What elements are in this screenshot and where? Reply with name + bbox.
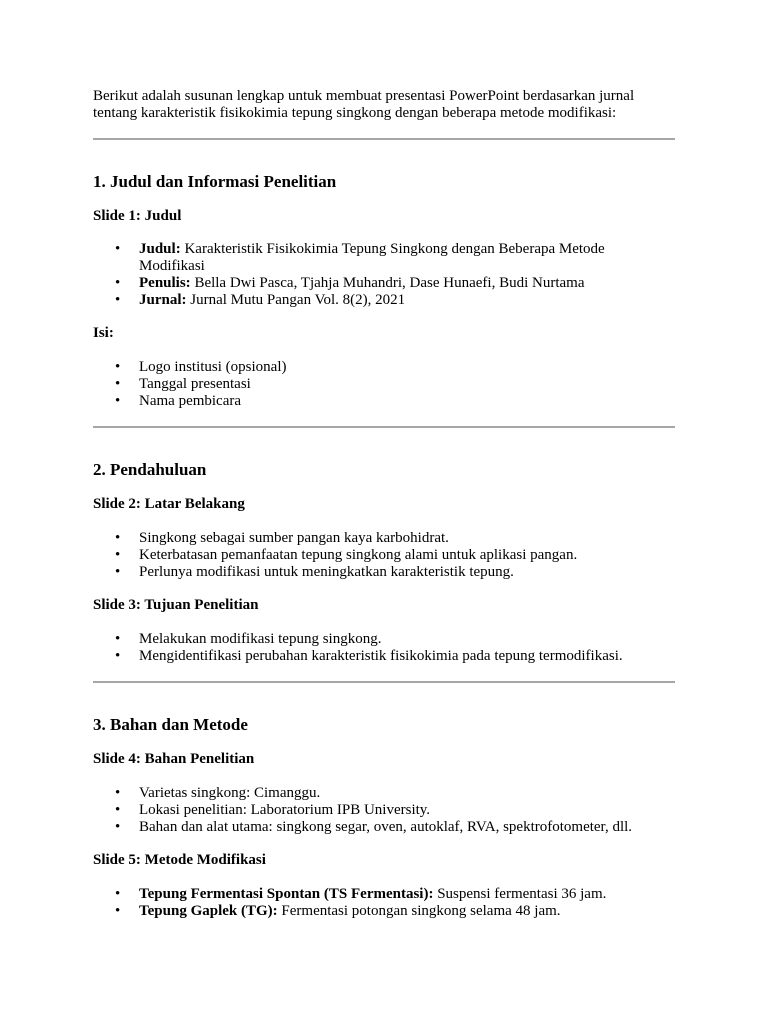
bullet-icon: • — [115, 648, 121, 664]
list-item — [93, 241, 669, 275]
item-label: Penulis: — [139, 275, 191, 291]
list-item — [93, 530, 669, 547]
list-item — [93, 359, 669, 376]
item-text: Bahan dan alat utama: singkong segar, oven, autoklaf, RVA, spektrofotometer, dll. — [139, 819, 633, 835]
item-text: Melakukan modifikasi tepung singkong. — [139, 631, 382, 647]
slide-3-title: Slide 3: Tujuan Penelitian — [93, 597, 259, 613]
bullet-icon: • — [115, 241, 121, 257]
item-label: Tepung Gaplek (TG): — [139, 903, 278, 919]
item-text: Bella Dwi Pasca, Tjahja Muhandri, Dase Hunaefi, Budi Nurtama — [194, 275, 585, 291]
item-text: Logo institusi (opsional) — [139, 359, 287, 375]
slide-5-title: Slide 5: Metode Modifikasi — [93, 852, 266, 868]
list-item — [93, 631, 669, 648]
slide-1-title: Slide 1: Judul — [93, 208, 182, 224]
item-text: Jurnal Mutu Pangan Vol. 8(2), 2021 — [190, 292, 406, 308]
bullet-icon: • — [115, 802, 121, 818]
isi-list — [93, 359, 669, 410]
item-text: Singkong sebagai sumber pangan kaya karbohidrat. — [139, 530, 449, 546]
item-text: Varietas singkong: Cimanggu. — [139, 785, 321, 801]
divider-2 — [93, 426, 675, 428]
bullet-icon: • — [115, 547, 121, 563]
bullet-icon: • — [115, 886, 121, 902]
list-item — [93, 903, 669, 920]
list-item — [93, 292, 669, 309]
bullet-icon: • — [115, 785, 121, 801]
list-item — [93, 547, 669, 564]
slide-4-title: Slide 4: Bahan Penelitian — [93, 751, 255, 767]
section-1-heading: 1. Judul dan Informasi Penelitian — [93, 172, 337, 191]
item-text: Keterbatasan pemanfaatan tepung singkong alami untuk aplikasi pangan. — [139, 547, 578, 563]
slide-1-list — [93, 241, 669, 309]
isi-label: Isi: — [93, 325, 114, 341]
item-text: Fermentasi potongan singkong selama 48 jam. — [281, 903, 561, 919]
bullet-icon: • — [115, 631, 121, 647]
divider-3 — [93, 681, 675, 683]
item-text: Perlunya modifikasi untuk meningkatkan karakteristik tepung. — [139, 564, 514, 580]
list-item — [93, 802, 669, 819]
bullet-icon: • — [115, 292, 121, 308]
bullet-icon: • — [115, 275, 121, 291]
list-item — [93, 275, 669, 292]
item-label: Judul: — [139, 241, 181, 257]
bullet-icon: • — [115, 393, 121, 409]
item-text: Suspensi fermentasi 36 jam. — [437, 886, 607, 902]
item-text-continued: Modifikasi — [139, 258, 205, 274]
slide-5-list — [93, 886, 669, 920]
bullet-icon: • — [115, 564, 121, 580]
item-label: Jurnal: — [139, 292, 187, 308]
bullet-icon: • — [115, 530, 121, 546]
intro-line-1: Berikut adalah susunan lengkap untuk membuat presentasi PowerPoint berdasarkan jurnal — [93, 88, 635, 104]
slide-4-list — [93, 785, 669, 836]
list-item — [93, 648, 669, 665]
item-text: Karakteristik Fisikokimia Tepung Singkong dengan Beberapa Metode — [184, 241, 605, 257]
bullet-icon: • — [115, 819, 121, 835]
slide-2-list — [93, 530, 669, 581]
divider-1 — [93, 138, 675, 140]
list-item — [93, 886, 669, 903]
intro-paragraph — [93, 88, 693, 122]
slide-3-list — [93, 631, 669, 665]
list-item — [93, 564, 669, 581]
list-item — [93, 393, 669, 410]
intro-line-2: tentang karakteristik fisikokimia tepung singkong dengan beberapa metode modifikasi: — [93, 105, 617, 121]
section-3-heading: 3. Bahan dan Metode — [93, 715, 248, 734]
list-item — [93, 376, 669, 393]
slide-2-title: Slide 2: Latar Belakang — [93, 496, 245, 512]
item-text: Mengidentifikasi perubahan karakteristik fisikokimia pada tepung termodifikasi. — [139, 648, 623, 664]
list-item — [93, 785, 669, 802]
bullet-icon: • — [115, 903, 121, 919]
item-text: Lokasi penelitian: Laboratorium IPB University. — [139, 802, 431, 818]
item-text: Tanggal presentasi — [139, 376, 251, 392]
list-item — [93, 819, 669, 836]
bullet-icon: • — [115, 359, 121, 375]
item-label: Tepung Fermentasi Spontan (TS Fermentasi): — [139, 886, 434, 902]
item-text: Nama pembicara — [139, 393, 242, 409]
section-2-heading: 2. Pendahuluan — [93, 460, 207, 479]
bullet-icon: • — [115, 376, 121, 392]
